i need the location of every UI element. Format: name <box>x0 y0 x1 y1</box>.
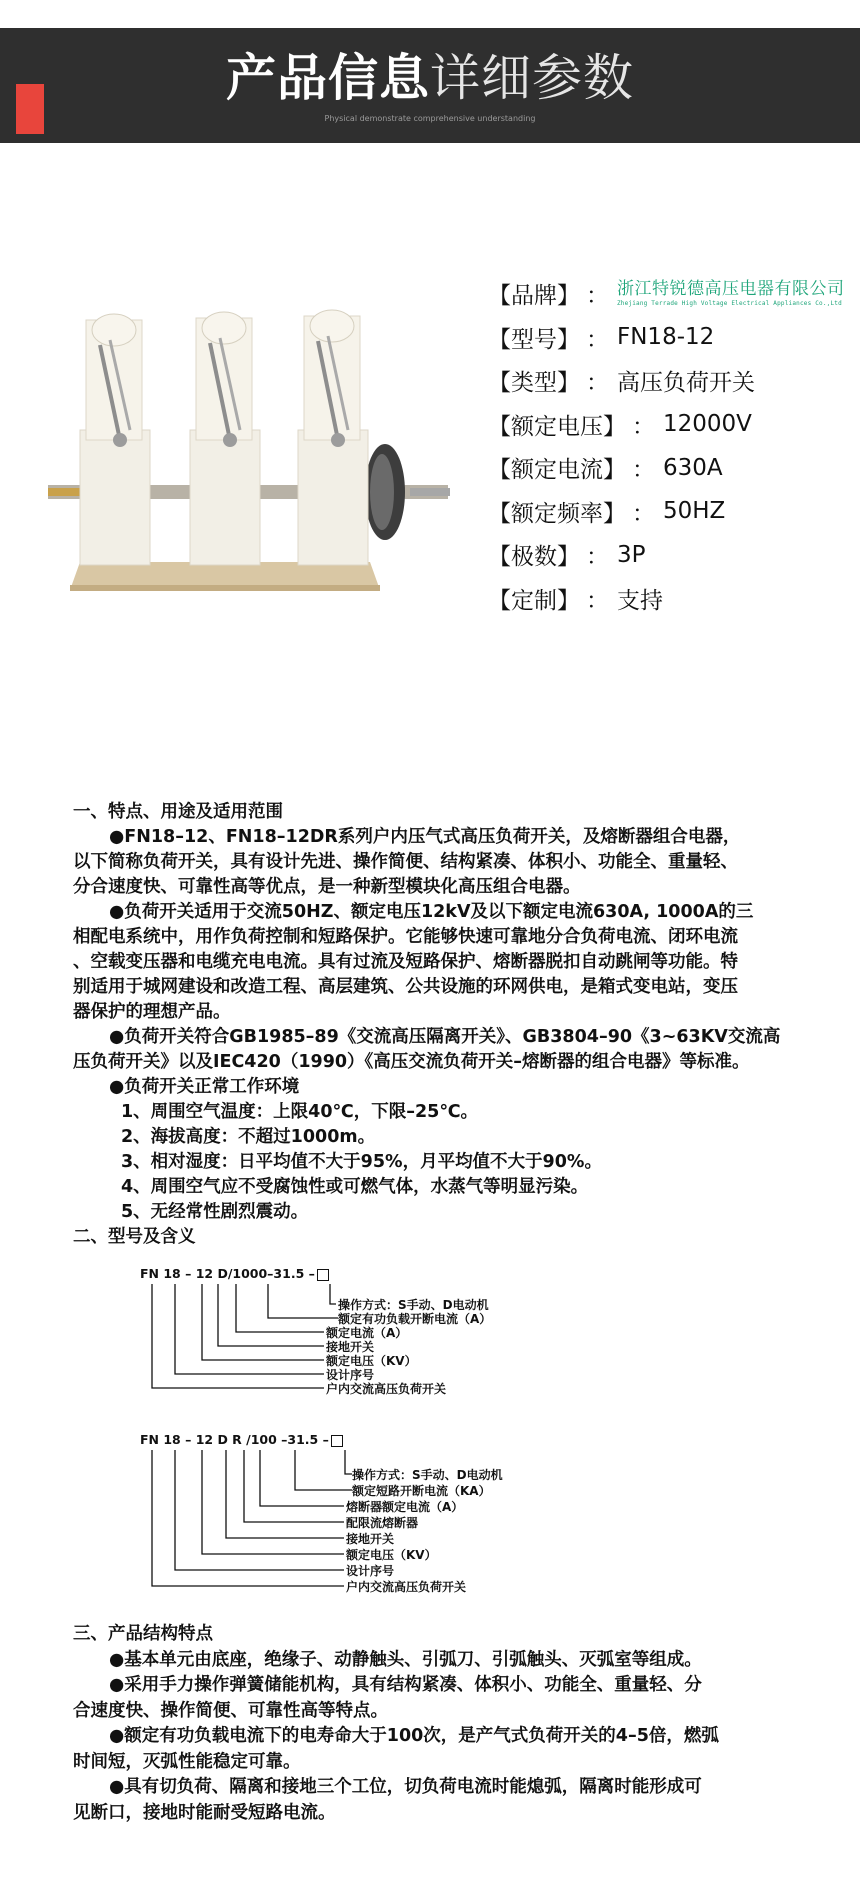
spec-label: 【额定电流】 <box>488 457 626 484</box>
diagram-label: 额定有功负载开断电流（A） <box>338 1312 492 1326</box>
model-diagram-1 <box>140 1268 570 1428</box>
paragraph-line: ●采用手力操作弹簧储能机构，具有结构紧凑、体积小、功能全、重量轻、分 <box>109 1675 702 1695</box>
diagram-label: 配限流熔断器 <box>346 1516 419 1530</box>
spec-separator: ： <box>586 326 609 353</box>
spec-label: 【型号】 <box>488 326 580 353</box>
spec-value: 50HZ <box>663 498 726 525</box>
model-code <box>140 1432 343 1447</box>
paragraph-line: 分合速度快、可靠性高等优点，是一种新型模块化高压组合电器。 <box>73 877 581 897</box>
model-diagram-2 <box>140 1434 570 1614</box>
spec-label: 【极数】 <box>488 544 580 571</box>
diagram-label: 操作方式：S手动、D电动机 <box>352 1468 503 1482</box>
spec-separator: ： <box>632 457 655 484</box>
environment-item: 4、周围空气应不受腐蚀性或可燃气体，水蒸气等明显污染。 <box>121 1177 589 1197</box>
diagram-label: 额定电压（KV） <box>346 1548 437 1562</box>
environment-item: 5、无经常性剧烈震动。 <box>121 1202 309 1222</box>
spec-value: 3P <box>617 541 646 568</box>
paragraph-line: ●基本单元由底座，绝缘子、动静触头、引弧刀、引弧触头、灭弧室等组成。 <box>109 1649 702 1670</box>
model-code <box>140 1266 329 1281</box>
spec-separator: ： <box>586 283 609 310</box>
spec-value-brand <box>617 278 845 307</box>
diagram-label: 户内交流高压负荷开关 <box>326 1382 447 1396</box>
spec-separator: ： <box>586 587 609 614</box>
spec-value: 630A <box>663 454 723 481</box>
paragraph-line: ●额定有功负载电流下的电寿命大于100次，是产气式负荷开关的4–5倍，燃弧 <box>109 1726 719 1746</box>
paragraph-line: ●具有切负荷、隔离和接地三个工位，切负荷电流时能熄弧，隔离时能形成可 <box>109 1777 702 1797</box>
paragraph-line: 器保护的理想产品。 <box>73 1002 231 1022</box>
spec-separator: ： <box>586 370 609 397</box>
spec-value: 支持 <box>617 587 663 614</box>
spec-label: 【额定电压】 <box>488 413 626 440</box>
page-subtitle: Physical demonstrate comprehensive understanding <box>324 114 536 123</box>
header-banner <box>0 28 860 143</box>
model-code-text: FN 18 – 12 D/1000–31.5 – <box>140 1266 315 1281</box>
section-heading: 三、产品结构特点 <box>73 1624 213 1644</box>
spec-row-rated-voltage <box>488 403 860 447</box>
spec-value: 高压负荷开关 <box>617 370 755 397</box>
paragraph-line: ●负荷开关符合GB1985–89《交流高压隔离开关》、GB3804–90《3~63KV交流高 <box>109 1027 781 1047</box>
product-photo <box>40 300 460 600</box>
diagram-label: 户内交流高压负荷开关 <box>346 1580 467 1594</box>
spec-row-rated-frequency <box>488 490 860 534</box>
placeholder-box <box>317 1269 329 1281</box>
spec-separator: ： <box>632 500 655 527</box>
spec-label: 【定制】 <box>488 587 580 614</box>
spec-value: 12000V <box>663 411 752 438</box>
paragraph-line: 时间短，灭弧性能稳定可靠。 <box>73 1751 301 1772</box>
diagram-label: 额定电流（A） <box>326 1326 408 1340</box>
environment-item: 1、周围空气温度：上限40℃，下限–25℃。 <box>121 1102 479 1122</box>
environment-item: 2、海拔高度：不超过1000m。 <box>121 1127 376 1147</box>
page-title <box>0 48 860 108</box>
spec-list <box>488 272 860 620</box>
diagram-label: 设计序号 <box>346 1564 395 1578</box>
brand-name-cn: 浙江特锐德高压电器有限公司 <box>617 278 845 299</box>
diagram-label: 接地开关 <box>346 1532 395 1546</box>
spec-label: 【额定频率】 <box>488 500 626 527</box>
brand-name-en: Zhejiang Terrade High Voltage Electrical Appliances Co.,Ltd <box>617 299 842 307</box>
spec-row-model <box>488 316 860 360</box>
section-heading: 一、特点、用途及适用范围 <box>73 802 283 822</box>
spec-value: FN18-12 <box>617 324 715 351</box>
diagram-label: 熔断器额定电流（A） <box>346 1500 464 1514</box>
spec-separator: ： <box>586 544 609 571</box>
title-bold: 产品信息 <box>226 49 430 107</box>
paragraph-line: 见断口，接地时能耐受短路电流。 <box>73 1802 336 1823</box>
paragraph-line: ●负荷开关正常工作环境 <box>109 1077 300 1097</box>
model-code-text: FN 18 – 12 D R /100 –31.5 – <box>140 1432 329 1447</box>
paragraph-line: 合速度快、操作简便、可靠性高等特点。 <box>73 1700 388 1721</box>
environment-item: 3、相对湿度：日平均值不大于95%，月平均值不大于90%。 <box>121 1152 602 1172</box>
paragraph-line: ●FN18–12、FN18–12DR系列户内压气式高压负荷开关，及熔断器组合电器， <box>109 827 741 847</box>
description-section-3 <box>73 1622 813 1826</box>
spec-separator: ： <box>632 413 655 440</box>
diagram-label: 接地开关 <box>326 1340 375 1354</box>
paragraph-line: 压负荷开关》以及IEC420（1990）《高压交流负荷开关–熔断器的组合电器》等标准。 <box>73 1052 750 1072</box>
spec-row-rated-current <box>488 446 860 490</box>
spec-label: 【类型】 <box>488 370 580 397</box>
diagram-label: 操作方式：S手动、D电动机 <box>338 1298 489 1312</box>
paragraph-line: 别适用于城网建设和改造工程、高层建筑、公共设施的环网供电，是箱式变电站，变压 <box>73 977 738 997</box>
paragraph-line: 、空载变压器和电缆充电电流。具有过流及短路保护、熔断器脱扣自动跳闸等功能。特 <box>73 952 738 972</box>
paragraph-line: 以下简称负荷开关，具有设计先进、操作简便、结构紧凑、体积小、功能全、重量轻、 <box>73 852 738 872</box>
spec-row-brand <box>488 272 860 316</box>
diagram-label: 额定电压（KV） <box>326 1354 417 1368</box>
paragraph-line: ●负荷开关适用于交流50HZ、额定电压12kV及以下额定电流630A, 1000A的三 <box>109 902 754 922</box>
spec-label: 【品牌】 <box>488 283 580 310</box>
diagram-label: 额定短路开断电流（KA） <box>352 1484 491 1498</box>
spec-row-poles <box>488 533 860 577</box>
section-heading: 二、型号及含义 <box>73 1227 196 1247</box>
description-section-1 <box>73 800 813 1250</box>
spec-row-custom <box>488 577 860 621</box>
paragraph-line: 相配电系统中，用作负荷控制和短路保护。它能够快速可靠地分合负荷电流、闭环电流 <box>73 927 738 947</box>
placeholder-box <box>331 1435 343 1447</box>
title-light: 详细参数 <box>430 49 634 107</box>
spec-row-type <box>488 359 860 403</box>
diagram-label: 设计序号 <box>326 1368 375 1382</box>
